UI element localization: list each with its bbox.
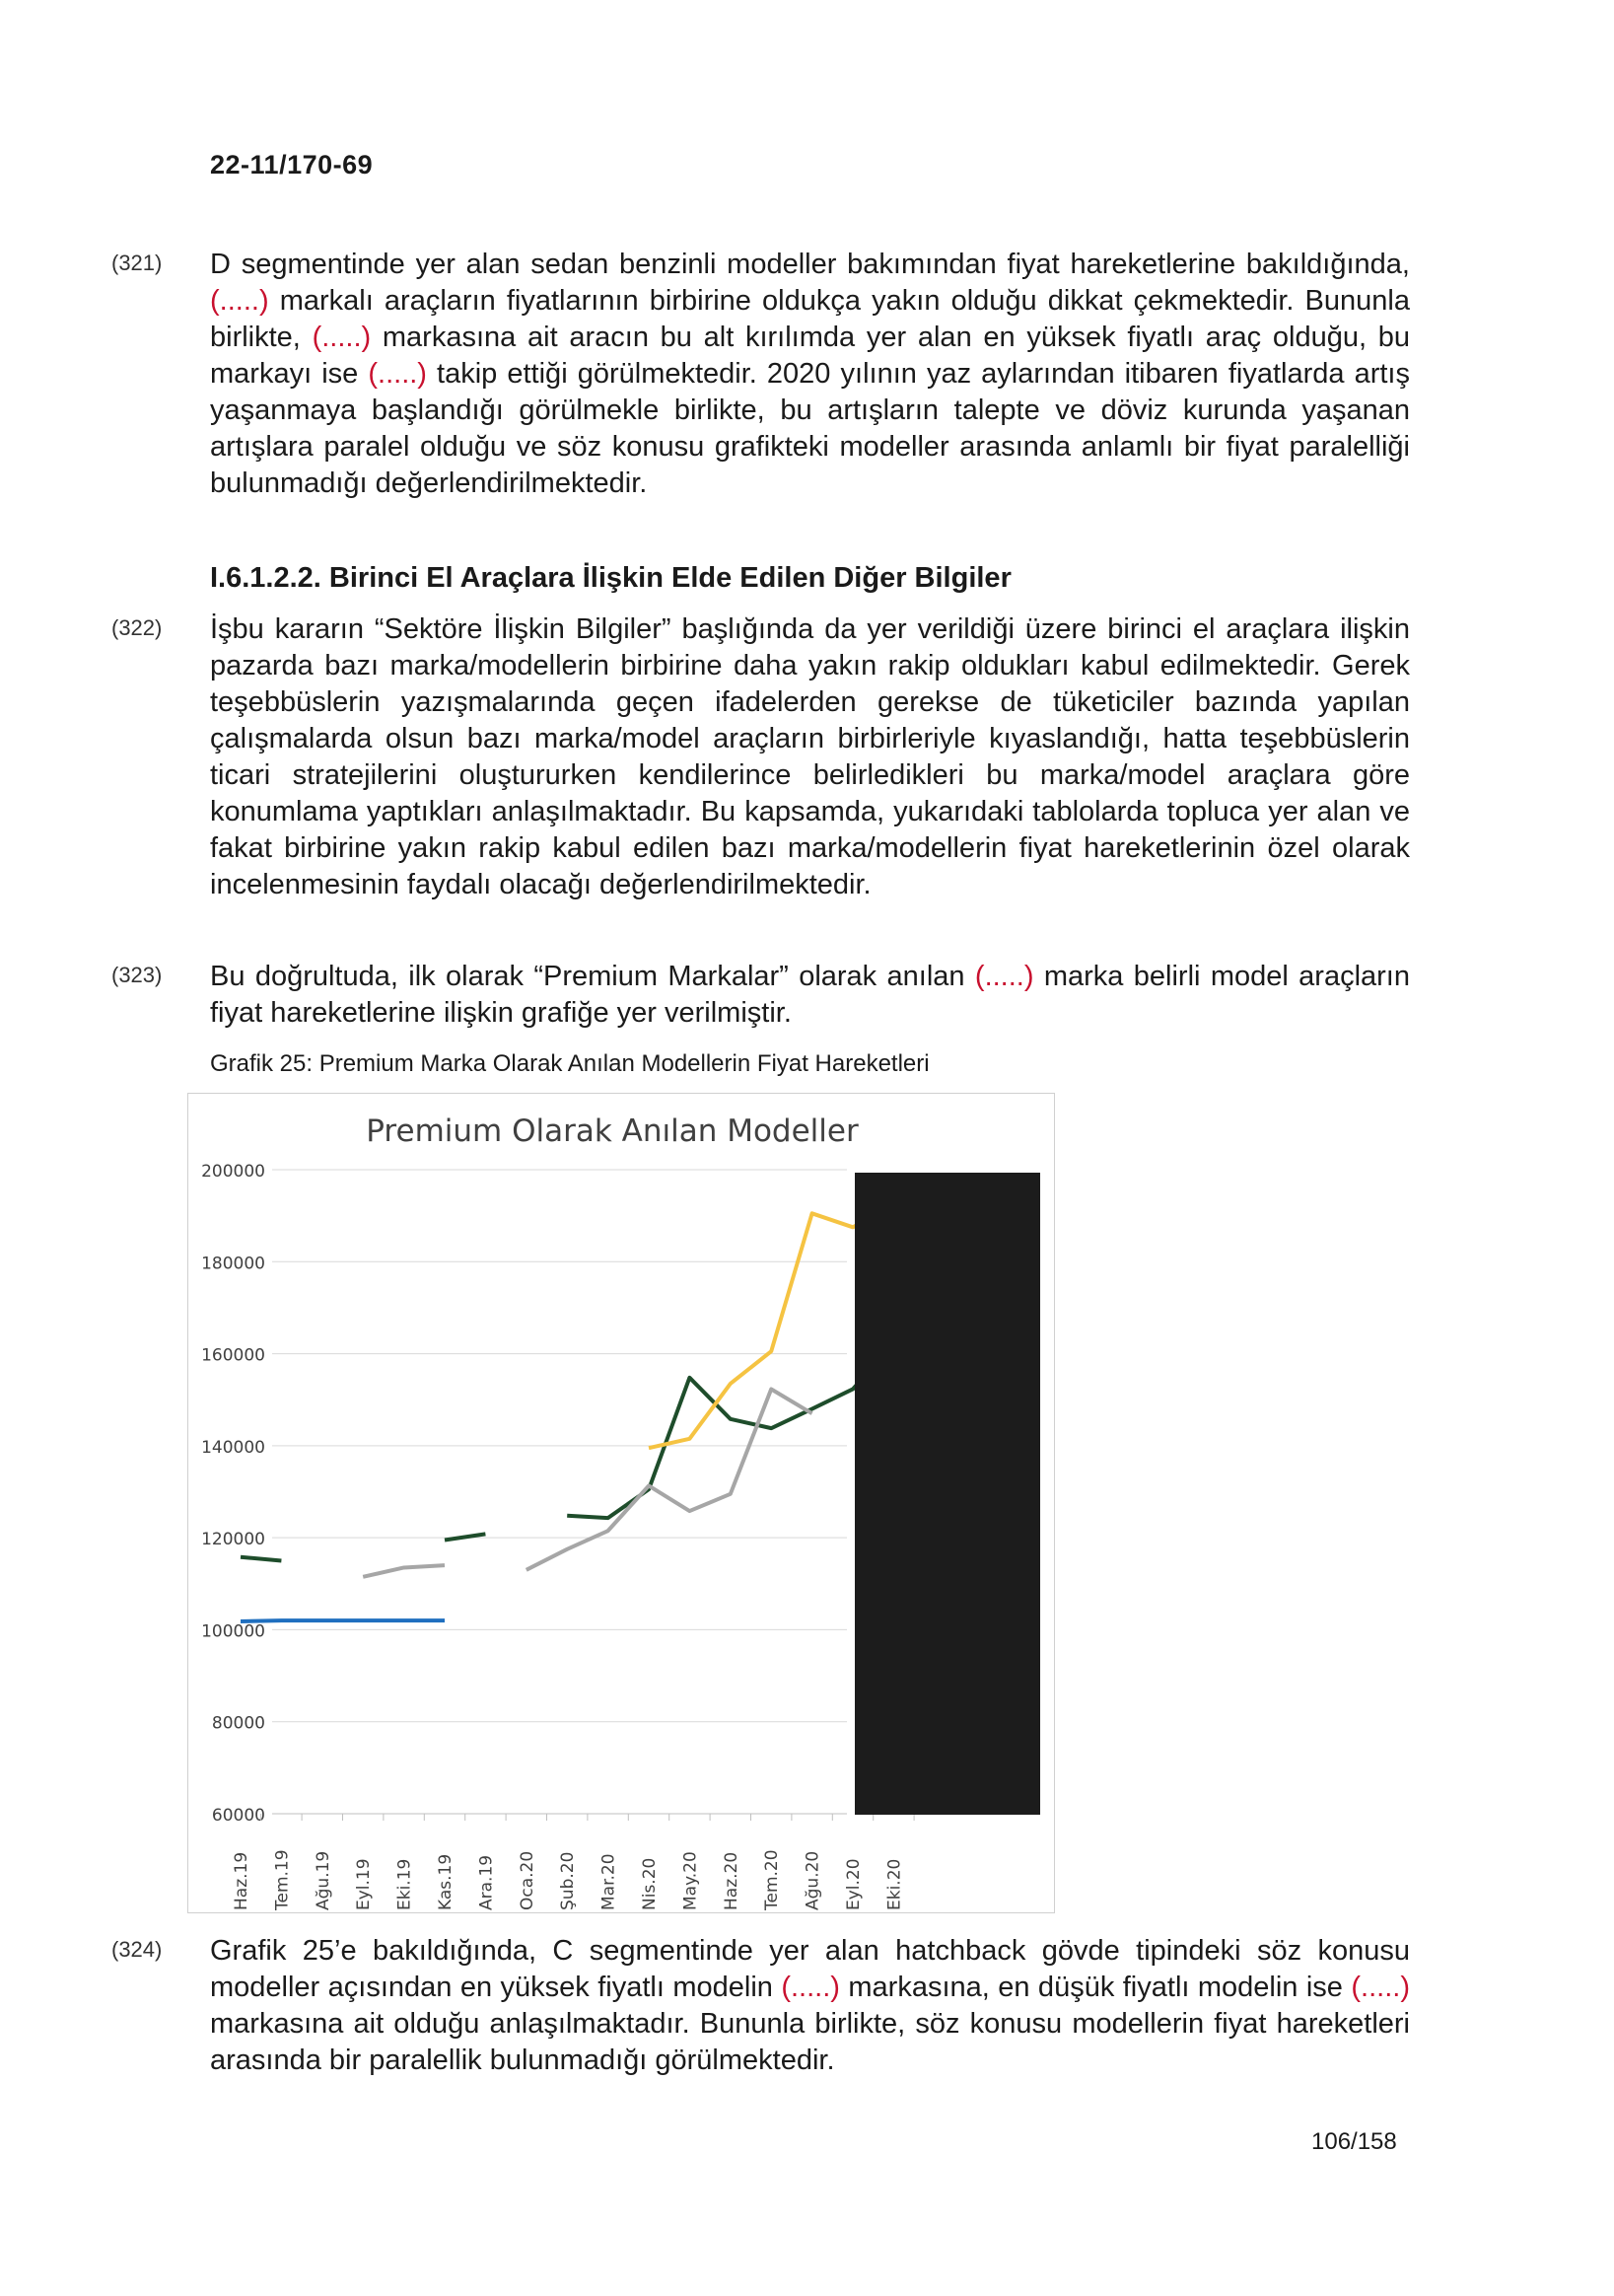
text-segment: Grafik 25’e bakıldığında, C segmentinde yer alan hatchback gövde tipindeki söz konusu modeller açısından en yüksek fiyatlı modelin — [210, 1935, 1410, 2003]
paragraph-text: İşbu kararın “Sektöre İlişkin Bilgiler” başlığında da yer verildiği üzere birinci el araçlara ilişkin pazarda bazı marka/modellerin birbirine daha yakın rakip oldukları kabul edilmektedir. Gerek teşebbüslerin yazışmalarında geçen ifadelerden gerekse de tüketiciler bazında yapılan çalışmalarda olsun bazı marka/model araçların birbirleriyle kıyaslandığı, hatta teşebbüslerin ticari stratejilerini oluştururken kendilerince belirledikleri bu marka/model araçlara göre konumlama yaptıkları anlaşılmaktadır. Bu kapsamda, yukarıdaki tablolarda topluca yer alan ve fakat birbirine yakın rakip kabul edilen bazı marka/modellerin fiyat hareketlerinin özel olarak incelenmesinin faydalı olacağı değerlendirilmektedir. — [210, 613, 1410, 900]
x-tick-label: Haz.19 — [232, 1851, 251, 1910]
x-tick-label: Tem.19 — [272, 1849, 293, 1910]
redaction-mark: (.....) — [368, 358, 427, 390]
text-segment: takip ettiği görülmektedir. 2020 yılının yaz aylarından itibaren fiyatlarda artış yaşanmaya başlandığı görülmekle birlikte, bu artışların talepte ve döviz kurunda yaşanan artışlara paralel olduğu ve söz konusu grafikteki modeller arasında anlamlı bir fiyat paralelliği bulunmadığı değerlendirilmektedir. — [210, 358, 1410, 499]
x-tick-label: Eyl.19 — [354, 1858, 375, 1910]
y-tick-label: 120000 — [201, 1530, 265, 1550]
series-line-3 — [363, 1565, 445, 1577]
text-segment: markasına ait olduğu anlaşılmaktadır. Bununla birlikte, söz konusu modellerin fiyat hareketleri arasında bir paralellik bulunmadığı görülmektedir. — [210, 2008, 1410, 2076]
y-tick-label: 100000 — [201, 1621, 265, 1642]
y-tick-label: 60000 — [211, 1806, 265, 1826]
series-line-2 — [445, 1534, 485, 1540]
y-tick-label: 200000 — [201, 1162, 265, 1182]
paragraph-text — [210, 247, 1410, 502]
series-line-1 — [241, 1620, 445, 1621]
text-segment: Bu doğrultuda, ilk olarak “Premium Markalar” olarak anılan — [210, 961, 975, 992]
paragraph-number: (322) — [111, 615, 163, 640]
x-tick-label: Ağu.20 — [803, 1850, 823, 1910]
series-line-2 — [241, 1557, 281, 1561]
section-heading: I.6.1.2.2. Birinci El Araçlara İlişkin Elde Edilen Diğer Bilgiler — [210, 562, 1012, 594]
paragraph-text — [210, 959, 1410, 1032]
paragraph-number: (324) — [111, 1937, 163, 1962]
y-axis-ticks — [201, 1162, 265, 1826]
chart-svg — [188, 1094, 1054, 1912]
x-tick-label: May.20 — [680, 1851, 701, 1910]
redaction-mark: (.....) — [781, 1972, 840, 2003]
page-number: 106/158 — [1311, 2128, 1397, 2155]
legend-blackout-visible — [855, 1173, 1040, 1815]
paragraph-number: (321) — [111, 251, 163, 275]
x-tick-label: Tem.20 — [762, 1849, 783, 1910]
chart-title: Premium Olarak Anılan Modeller — [366, 1113, 859, 1149]
price-chart — [187, 1093, 1055, 1913]
grid-layer — [272, 1170, 847, 1814]
figure-caption: Grafik 25: Premium Marka Olarak Anılan Modellerin Fiyat Hareketleri — [210, 1050, 930, 1077]
text-segment: markasına ait aracın bu alt kırılımda yer alan en yüksek fiyatlı araç olduğu, bu markayı ise — [210, 322, 1410, 390]
paragraph-number: (323) — [111, 963, 163, 987]
x-tick-label: Haz.20 — [721, 1851, 741, 1910]
x-tick-label: Oca.20 — [517, 1850, 537, 1910]
redaction-mark: (.....) — [1351, 1972, 1410, 2003]
redaction-mark: (.....) — [210, 285, 269, 317]
x-tick-label: Şub.20 — [558, 1851, 579, 1910]
x-tick-label: Kas.19 — [436, 1853, 456, 1910]
y-tick-label: 160000 — [201, 1345, 265, 1366]
x-tick-label: Eki.19 — [394, 1858, 415, 1910]
x-tick-label: Eyl.20 — [844, 1858, 864, 1910]
text-segment: markasına, en düşük fiyatlı modelin ise — [839, 1972, 1352, 2003]
redaction-mark: (.....) — [312, 322, 372, 353]
series-line-3 — [526, 1389, 812, 1569]
document-id: 22-11/170-69 — [210, 150, 374, 179]
paragraph-text — [210, 1933, 1410, 2079]
x-tick-label: Mar.20 — [598, 1853, 619, 1910]
x-tick-label: Eki.20 — [884, 1858, 905, 1910]
x-tick-label: Ağu.19 — [313, 1850, 333, 1910]
text-segment: markalı araçların fiyatlarının birbirine oldukça yakın olduğu dikkat çekmektedir. Bununla birlikte, — [210, 285, 1410, 353]
y-tick-label: 80000 — [211, 1713, 265, 1734]
x-tick-label: Ara.19 — [476, 1854, 497, 1910]
x-tick-label: Nis.20 — [640, 1857, 660, 1910]
text-segment: D segmentinde yer alan sedan benzinli modeller bakımından fiyat hareketlerine bakıldığında, — [210, 249, 1410, 280]
x-axis-ticks — [232, 1814, 914, 1911]
text-segment: marka belirli model araçların fiyat hareketlerine ilişkin grafiğe yer verilmiştir. — [210, 961, 1410, 1029]
redaction-mark: (.....) — [974, 961, 1034, 992]
y-tick-label: 180000 — [201, 1254, 265, 1274]
y-tick-label: 140000 — [201, 1437, 265, 1458]
